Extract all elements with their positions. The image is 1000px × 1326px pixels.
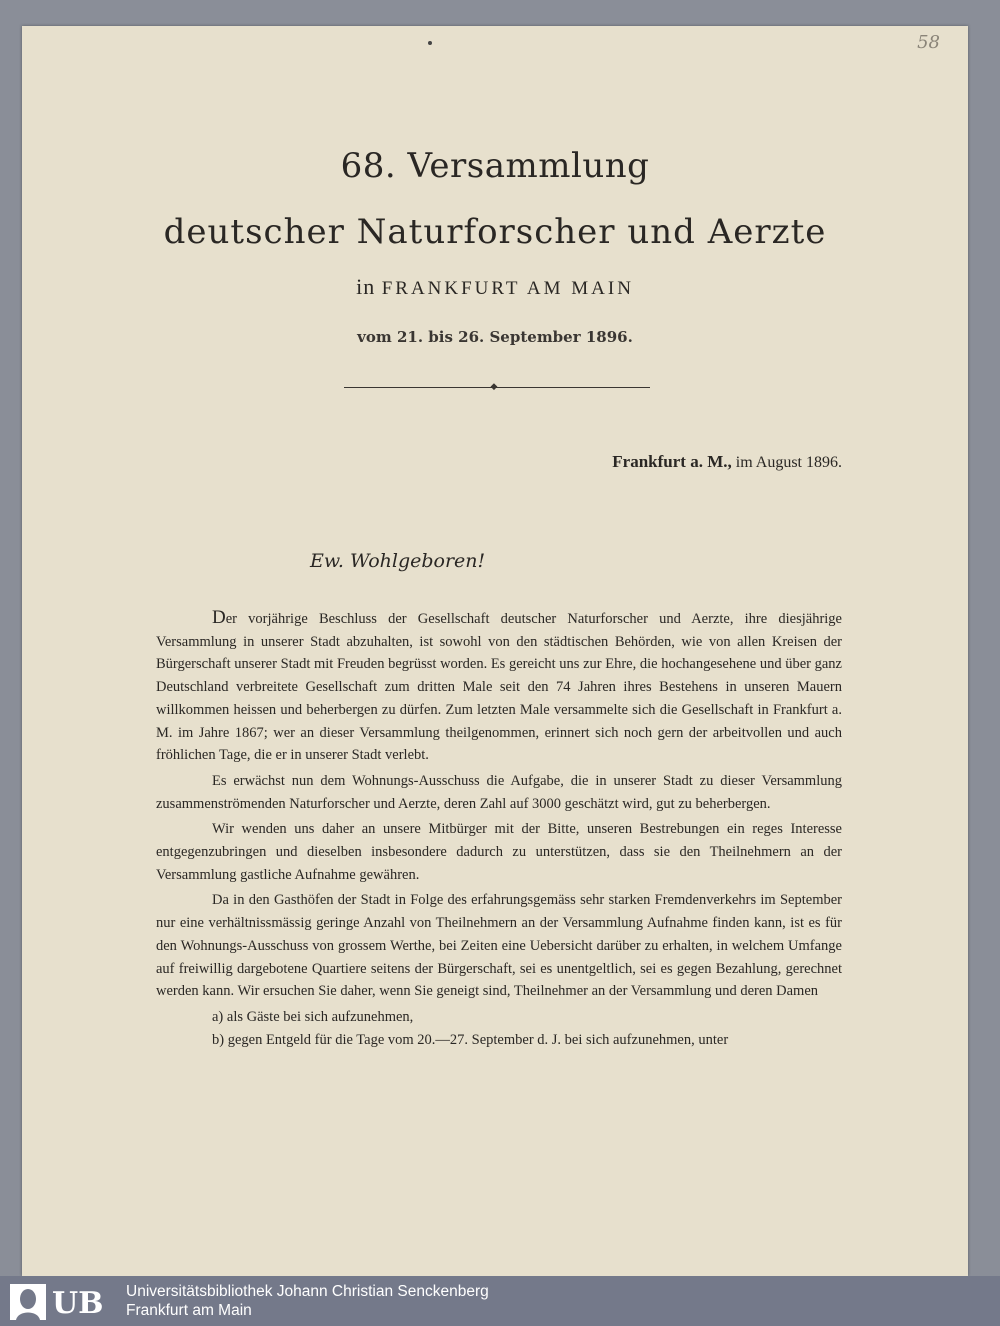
- list-item: a) als Gäste bei sich aufzunehmen,: [212, 1008, 414, 1025]
- ub-logo-icon: [10, 1284, 118, 1320]
- date: im August 1896.: [735, 454, 842, 471]
- title-line-3: [22, 274, 968, 300]
- paragraph: Wir wenden uns daher an unsere Mitbürger mit der Bitte, unseren Bestrebungen ein reges Interesse entgegenzubringen und dieselben insbesondere dadurch zu unterstützen, dass sie den Theilnehmern an der Versammlung gastliche Aufnahme gewähren.: [156, 821, 842, 883]
- title-line-3-prefix: in: [356, 274, 376, 299]
- document-page: [22, 26, 968, 1276]
- paragraph: Der vorjährige Beschluss der Gesellschaft deutscher Naturforscher und Aerzte, ihre diesjährige Versammlung in unserer Stadt abzuhalten, ist sowohl von den städtischen Behörden, wie von allen Kreisen der Bürgerschaft unserer Stadt mit Freuden begrüsst worden. Es gereicht uns zur Ehre, die hochangesehene und über ganz Deutschland verbreitete Gesellschaft zum dritten Male seit den 74 Jahren ihres Bestehens in unseren Mauern willkommen heissen und beherbergen zu dürfen. Zum letzten Male versammelte sich die Gesellschaft in Frankfurt a. M. im Jahre 1867; wer an dieser Versammlung theilgenommen, erinnert sich noch gern der arbeitvollen und auch fröhlichen Tage, die er in unserer Stadt verlebt.: [156, 607, 842, 764]
- place: Frankfurt a. M.,: [612, 452, 732, 471]
- logo-text: UB: [52, 1286, 104, 1320]
- page-number: 58: [917, 32, 940, 53]
- footer-line-2: Frankfurt am Main: [126, 1302, 252, 1319]
- paragraph: Es erwächst nun dem Wohnungs-Ausschuss die Aufgabe, die in unserer Stadt zu dieser Versammlung zusammenströmenden Naturforscher und Aerzte, deren Zahl auf 3000 geschätzt wird, gut zu beherbergen.: [156, 772, 842, 812]
- title-line-1: 68. Versammlung: [340, 146, 650, 186]
- ink-dot: [428, 41, 432, 45]
- place-date-line: [612, 452, 842, 472]
- footer-bar: [0, 1276, 1000, 1326]
- title-line-4: vom 21. bis 26. September 1896.: [357, 328, 633, 346]
- footer-line-1: Universitätsbibliothek Johann Christian Senckenberg: [126, 1283, 489, 1300]
- footer-text: [126, 1282, 489, 1320]
- divider-ornament: ◆: [490, 382, 498, 392]
- title-line-2: deutscher Naturforscher und Aerzte: [163, 212, 827, 252]
- title-line-3-city: FRANKFURT AM MAIN: [381, 278, 634, 299]
- body-text: [156, 607, 842, 1051]
- list-item: b) gegen Entgeld für die Tage vom 20.—27. September d. J. bei sich aufzunehmen, unter: [212, 1031, 729, 1048]
- salutation: Ew. Wohlgeboren!: [310, 550, 486, 572]
- paragraph: Da in den Gasthöfen der Stadt in Folge des erfahrungsgemäss sehr starken Fremdenverkehrs im September nur eine verhältnissmässig geringe Anzahl von Theilnehmern an der Versammlung Aufnahme finden kann, ist es für den Wohnungs-Ausschuss von grossem Werthe, bei Zeiten eine Uebersicht darüber zu erhalten, in welchem Umfange auf freiwillig dargebotene Quartiere seitens der Bürgerschaft, sei es unentgeltlich, sei es gegen Bezahlung, gerechnet werden kann. Wir ersuchen Sie daher, wenn Sie geneigt sind, Theilnehmer an der Versammlung und deren Damen: [156, 892, 842, 1000]
